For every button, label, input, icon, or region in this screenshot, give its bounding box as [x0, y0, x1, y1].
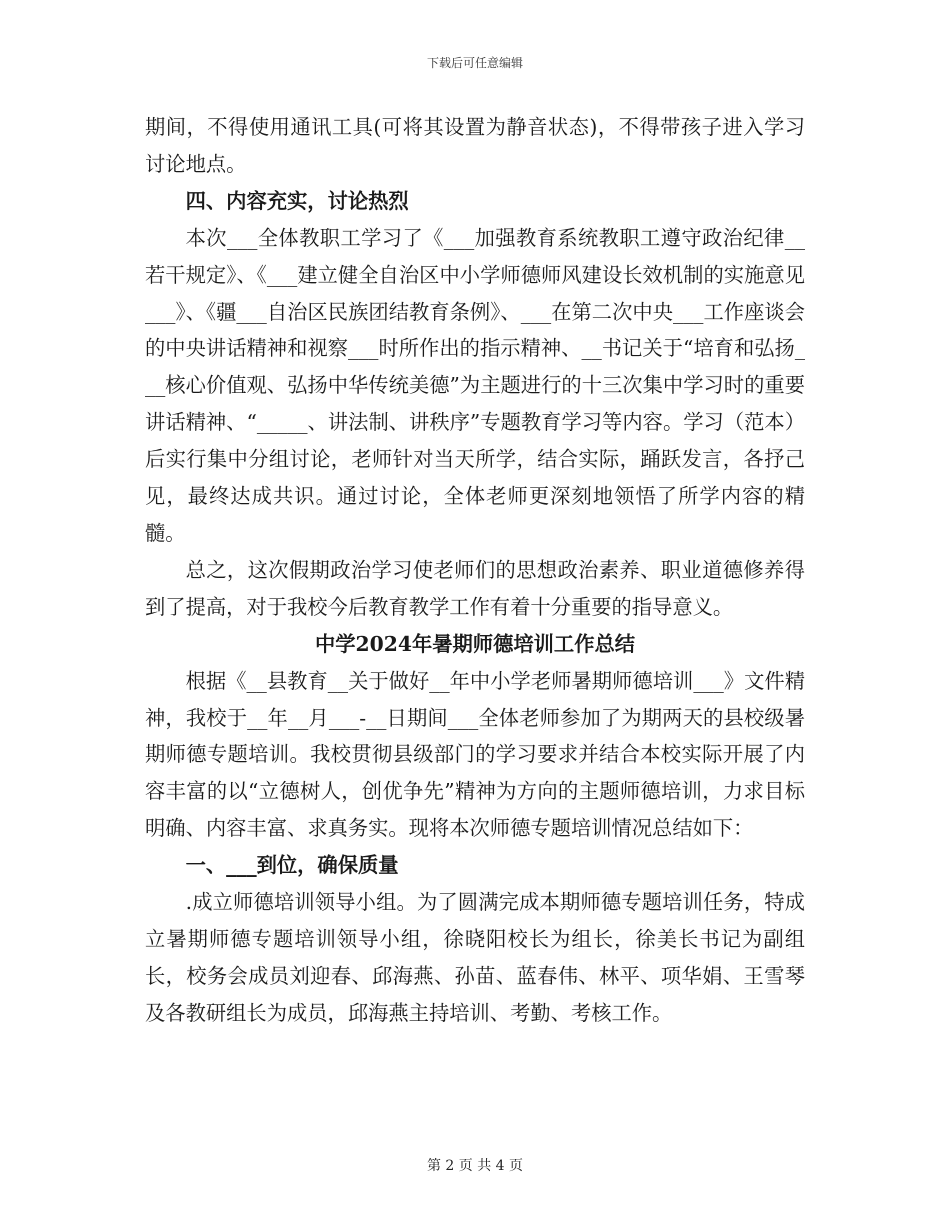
paragraph-intro: 根据《__县教育__关于做好__年中小学老师暑期师德培训___》文件精神，我校于__年__月___-__日期间___全体老师参加了为期两天的县校级暑期师德专题培训。我校贯彻县级部门的学习要求并结合本校实际开展了内容丰富的以“立德树人，创优争先”精神为方向的主题师德培训，力求目标明确、内容丰富、求真务实。现将本次师德专题培训情况总结如下： [145, 668, 805, 841]
section-heading-1: 一、___到位，确保质量 [185, 853, 399, 878]
document-body [145, 109, 805, 1032]
paragraph-leadership-group: .成立师德培训领导小组。为了圆满完成本期师德专题培训任务，特成立暑期师德专题培训领导小组，徐晓阳校长为组长，徐美长书记为副组长，校务会成员刘迎春、邱海燕、孙苗、蓝春伟、林平、项华娟、王雪琴及各教研组长为成员，邱海燕主持培训、考勤、考核工作。 [145, 890, 805, 1025]
document-title: 中学2024年暑期师德培训工作总结 [314, 631, 636, 656]
page-footer: 第 2 页 共 4 页 [426, 1158, 524, 1174]
section-heading-4: 四、内容充实，讨论热烈 [185, 188, 409, 213]
paragraph-study-content: 本次___全体教职工学习了《___加强教育系统教职工遵守政治纪律__若干规定》、《___建立健全自治区中小学师德师风建设长效机制的实施意见___》、《疆___自治区民族团结教育条例》、___在第二次中央___工作座谈会的中央讲话精神和视察___时所作出的指示精神、__书记关于“培育和弘扬___核心价值观、弘扬中华传统美德”为主题进行的十三次集中学习时的重要讲话精神、“_____、讲法制、讲秩序”专题教育学习等内容。学习（范本）后实行集中分组讨论，老师针对当天所学，结合实际，踊跃发言，各抒己见，最终达成共识。通过讨论，全体老师更深刻地领悟了所学内容的精髓。 [145, 225, 805, 545]
paragraph-continued: 期间，不得使用通讯工具(可将其设置为静音状态)，不得带孩子进入学习讨论地点。 [145, 115, 805, 176]
page-header: 下载后可任意编辑 [426, 56, 523, 70]
paragraph-summary: 总之，这次假期政治学习使老师们的思想政治素养、职业道德修养得到了提高，对于我校今后教育教学工作有着十分重要的指导意义。 [145, 557, 805, 619]
